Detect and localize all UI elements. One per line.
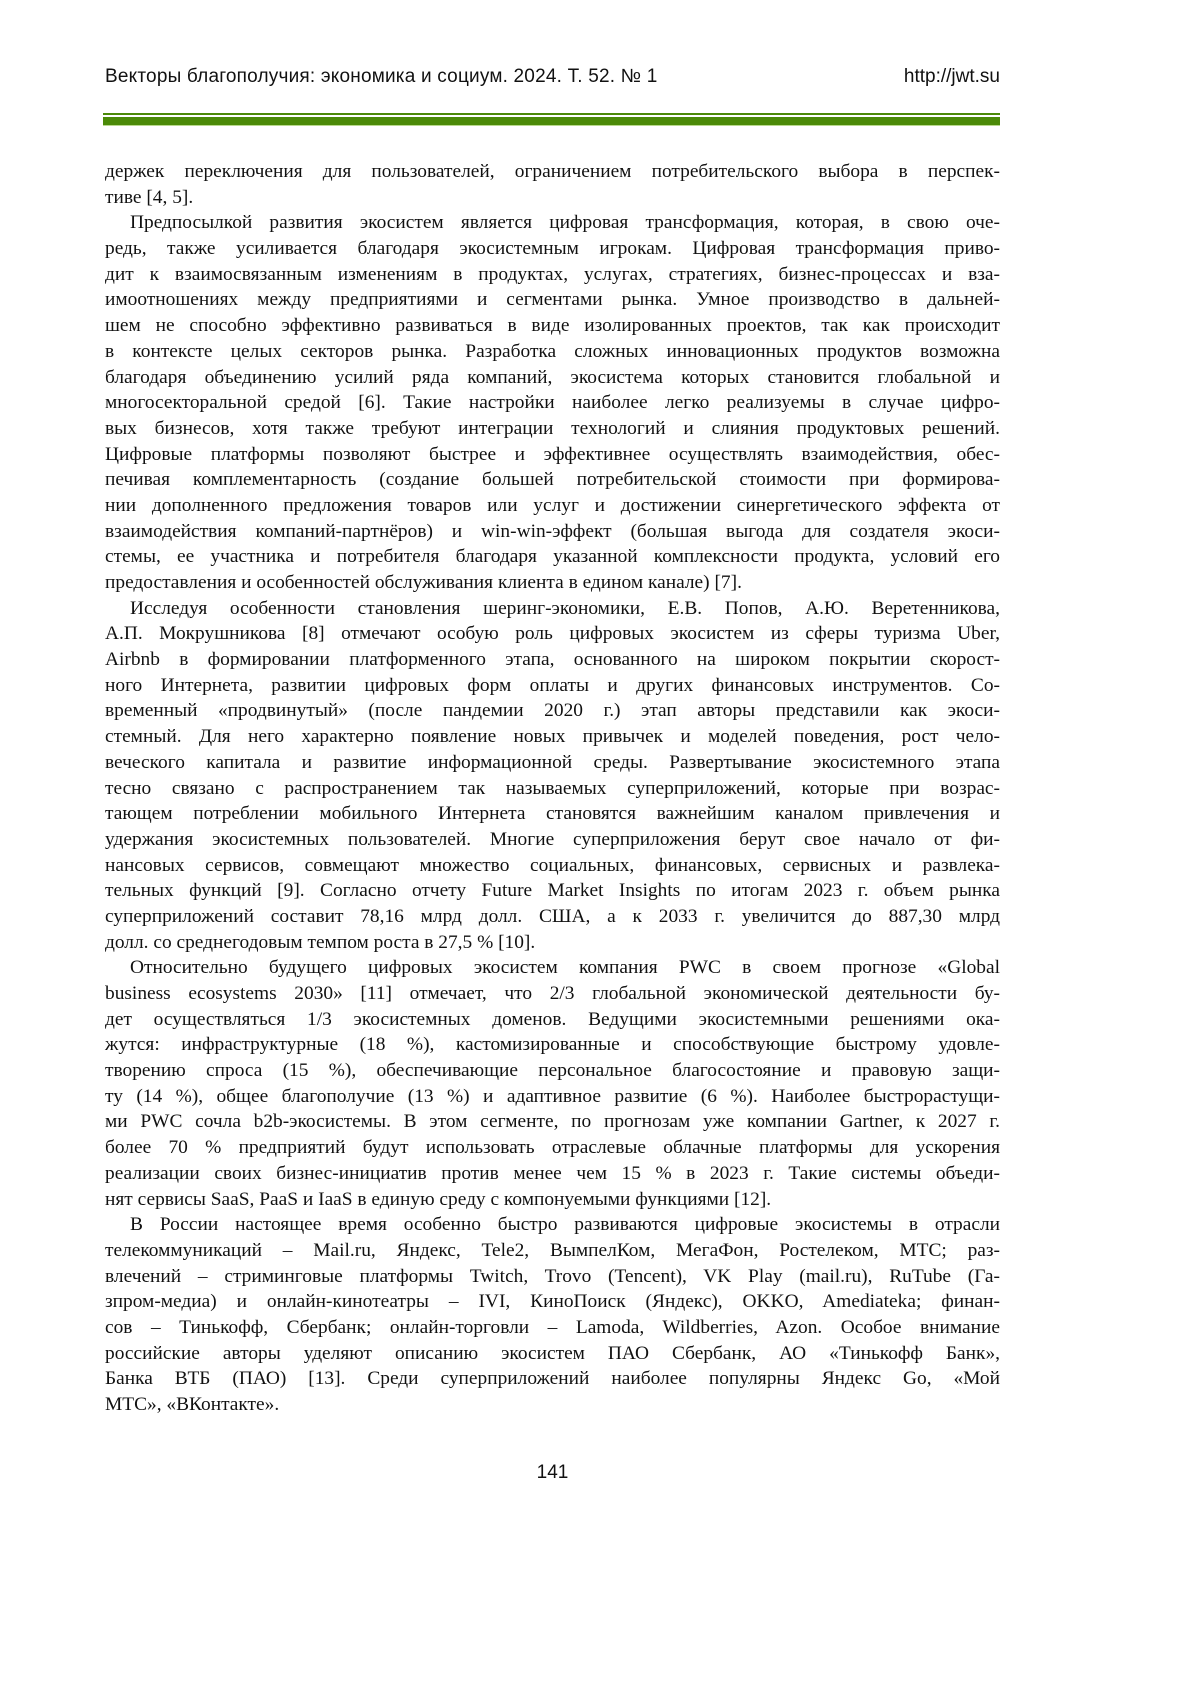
text-line: предоставления и особенностей обслуживания клиента в едином канале) [7]. [105, 570, 1000, 596]
text-line: тающем потреблении мобильного Интернета становятся важнейшим каналом привлечения и [105, 801, 1000, 827]
page-number: 141 [0, 1462, 1105, 1484]
text-line: суперприложений составит 78,16 млрд долл. США, а к 2033 г. увеличится до 887,30 млрд [105, 904, 1000, 930]
text-line: тельных функций [9]. Согласно отчету Future Market Insights по итогам 2023 г. объем рынка [105, 878, 1000, 904]
text-line: благодаря объединению усилий ряда компаний, экосистема которых становится глобальной и [105, 365, 1000, 391]
text-line: временный «продвинутый» (после пандемии 2020 г.) этап авторы представили как экоси- [105, 698, 1000, 724]
text-line: веческого капитала и развитие информационной среды. Развертывание экосистемного этапа [105, 750, 1000, 776]
text-line: В России настоящее время особенно быстро развиваются цифровые экосистемы в отрасли [105, 1212, 1000, 1238]
text-line: российские авторы уделяют описанию экосистем ПАО Сбербанк, АО «Тинькофф Банк», [105, 1341, 1000, 1367]
text-line: редь, также усиливается благодаря экосистемным игрокам. Цифровая трансформация приво- [105, 236, 1000, 262]
journal-title: Векторы благополучия: экономика и социум. 2024. Т. 52. № 1 [105, 66, 658, 88]
text-line: МТС», «ВКонтакте». [105, 1392, 1000, 1418]
running-header [105, 66, 1000, 96]
text-line: Банка ВТБ (ПАО) [13]. Среди суперприложений наиболее популярны Яндекс Go, «Мой [105, 1366, 1000, 1392]
text-line: долл. со среднегодовым темпом роста в 27,5 % [10]. [105, 930, 1000, 956]
paragraph [105, 596, 1000, 956]
text-line: взаимодействия компаний-партнёров) и win-win-эффект (большая выгода для создателя экоси- [105, 519, 1000, 545]
text-line: стемный. Для него характерно появление новых привычек и моделей поведения, рост чело- [105, 724, 1000, 750]
text-line: жутся: инфраструктурные (18 %), кастомизированные и способствующие быстрому удовле- [105, 1032, 1000, 1058]
text-line: Предпосылкой развития экосистем является цифровая трансформация, которая, в свою оче- [105, 210, 1000, 236]
text-line: более 70 % предприятий будут использовать отраслевые облачные платформы для ускорения [105, 1135, 1000, 1161]
paragraph [105, 1212, 1000, 1418]
text-line: А.П. Мокрушникова [8] отмечают особую роль цифровых экосистем из сферы туризма Uber, [105, 621, 1000, 647]
text-line: нии дополненного предложения товаров или услуг и достижении синергетического эффекта от [105, 493, 1000, 519]
article-body [105, 159, 1000, 1418]
text-line: зпром-медиа) и онлайн-кинотеатры – IVI, КиноПоиск (Яндекс), OKKO, Amediateka; финан- [105, 1289, 1000, 1315]
text-line: нансовых сервисов, совмещают множество социальных, финансовых, сервисных и развлека- [105, 853, 1000, 879]
text-line: Относительно будущего цифровых экосистем компания PWC в своем прогнозе «Global [105, 955, 1000, 981]
text-line: тиве [4, 5]. [105, 185, 1000, 211]
text-line: Цифровые платформы позволяют быстрее и эффективнее осуществлять взаимодействия, обес- [105, 442, 1000, 468]
text-line: печивая комплементарность (создание большей потребительской стоимости при формирова- [105, 467, 1000, 493]
text-line: имоотношениях между предприятиями и сегментами рынка. Умное производство в дальней- [105, 287, 1000, 313]
text-line: вых бизнесов, хотя также требуют интеграции технологий и слияния продуктовых решений. [105, 416, 1000, 442]
text-line: ту (14 %), общее благополучие (13 %) и адаптивное развитие (6 %). Наиболее быстрорастущи- [105, 1084, 1000, 1110]
text-line: Airbnb в формировании платформенного этапа, основанного на широком покрытии скорост- [105, 647, 1000, 673]
text-line: business ecosystems 2030» [11] отмечает, что 2/3 глобальной экономической деятельности бу- [105, 981, 1000, 1007]
text-line: многосекторальной средой [6]. Такие настройки наиболее легко реализуемы в случае цифро- [105, 390, 1000, 416]
paragraph [105, 955, 1000, 1212]
text-line: держек переключения для пользователей, ограничением потребительского выбора в перспек- [105, 159, 1000, 185]
paragraph [105, 159, 1000, 210]
text-line: удержания экосистемных пользователей. Многие суперприложения берут свое начало от фи- [105, 827, 1000, 853]
journal-url[interactable]: http://jwt.su [904, 66, 1000, 88]
text-line: в контексте целых секторов рынка. Разработка сложных инновационных продуктов возможна [105, 339, 1000, 365]
text-line: ми PWC сочла b2b-экосистемы. В этом сегменте, по прогнозам уже компании Gartner, к 2027 г. [105, 1109, 1000, 1135]
header-rule-thick [103, 117, 1000, 126]
text-line: творению спроса (15 %), обеспечивающие персональное благосостояние и правовую защи- [105, 1058, 1000, 1084]
paragraph [105, 210, 1000, 595]
text-line: тесно связано с распространением так называемых суперприложений, которые при возрас- [105, 776, 1000, 802]
text-line: телекоммуникаций – Mail.ru, Яндекс, Tele2, ВымпелКом, МегаФон, Ростелеком, МТС; раз- [105, 1238, 1000, 1264]
text-line: сов – Тинькофф, Сбербанк; онлайн-торговли – Lamoda, Wildberries, Azon. Особое внимание [105, 1315, 1000, 1341]
header-rule-thin [103, 113, 1000, 115]
text-line: Исследуя особенности становления шеринг-экономики, Е.В. Попов, А.Ю. Веретенникова, [105, 596, 1000, 622]
text-line: дет осуществляться 1/3 экосистемных доменов. Ведущими экосистемными решениями ока- [105, 1007, 1000, 1033]
text-line: нят сервисы SaaS, PaaS и IaaS в единую среду с компонуемыми функциями [12]. [105, 1187, 1000, 1213]
text-line: ного Интернета, развитии цифровых форм оплаты и других финансовых инструментов. Со- [105, 673, 1000, 699]
text-line: реализации своих бизнес-инициатив против менее чем 15 % в 2023 г. Такие системы объеди- [105, 1161, 1000, 1187]
text-line: шем не способно эффективно развиваться в виде изолированных проектов, так как происходит [105, 313, 1000, 339]
text-line: влечений – стриминговые платформы Twitch, Trovo (Tencent), VK Play (mail.ru), RuTube (Га- [105, 1264, 1000, 1290]
text-line: стемы, ее участника и потребителя благодаря указанной комплексности продукта, условий его [105, 544, 1000, 570]
text-line: дит к взаимосвязанным изменениям в продуктах, услугах, стратегиях, бизнес-процессах и вза- [105, 262, 1000, 288]
